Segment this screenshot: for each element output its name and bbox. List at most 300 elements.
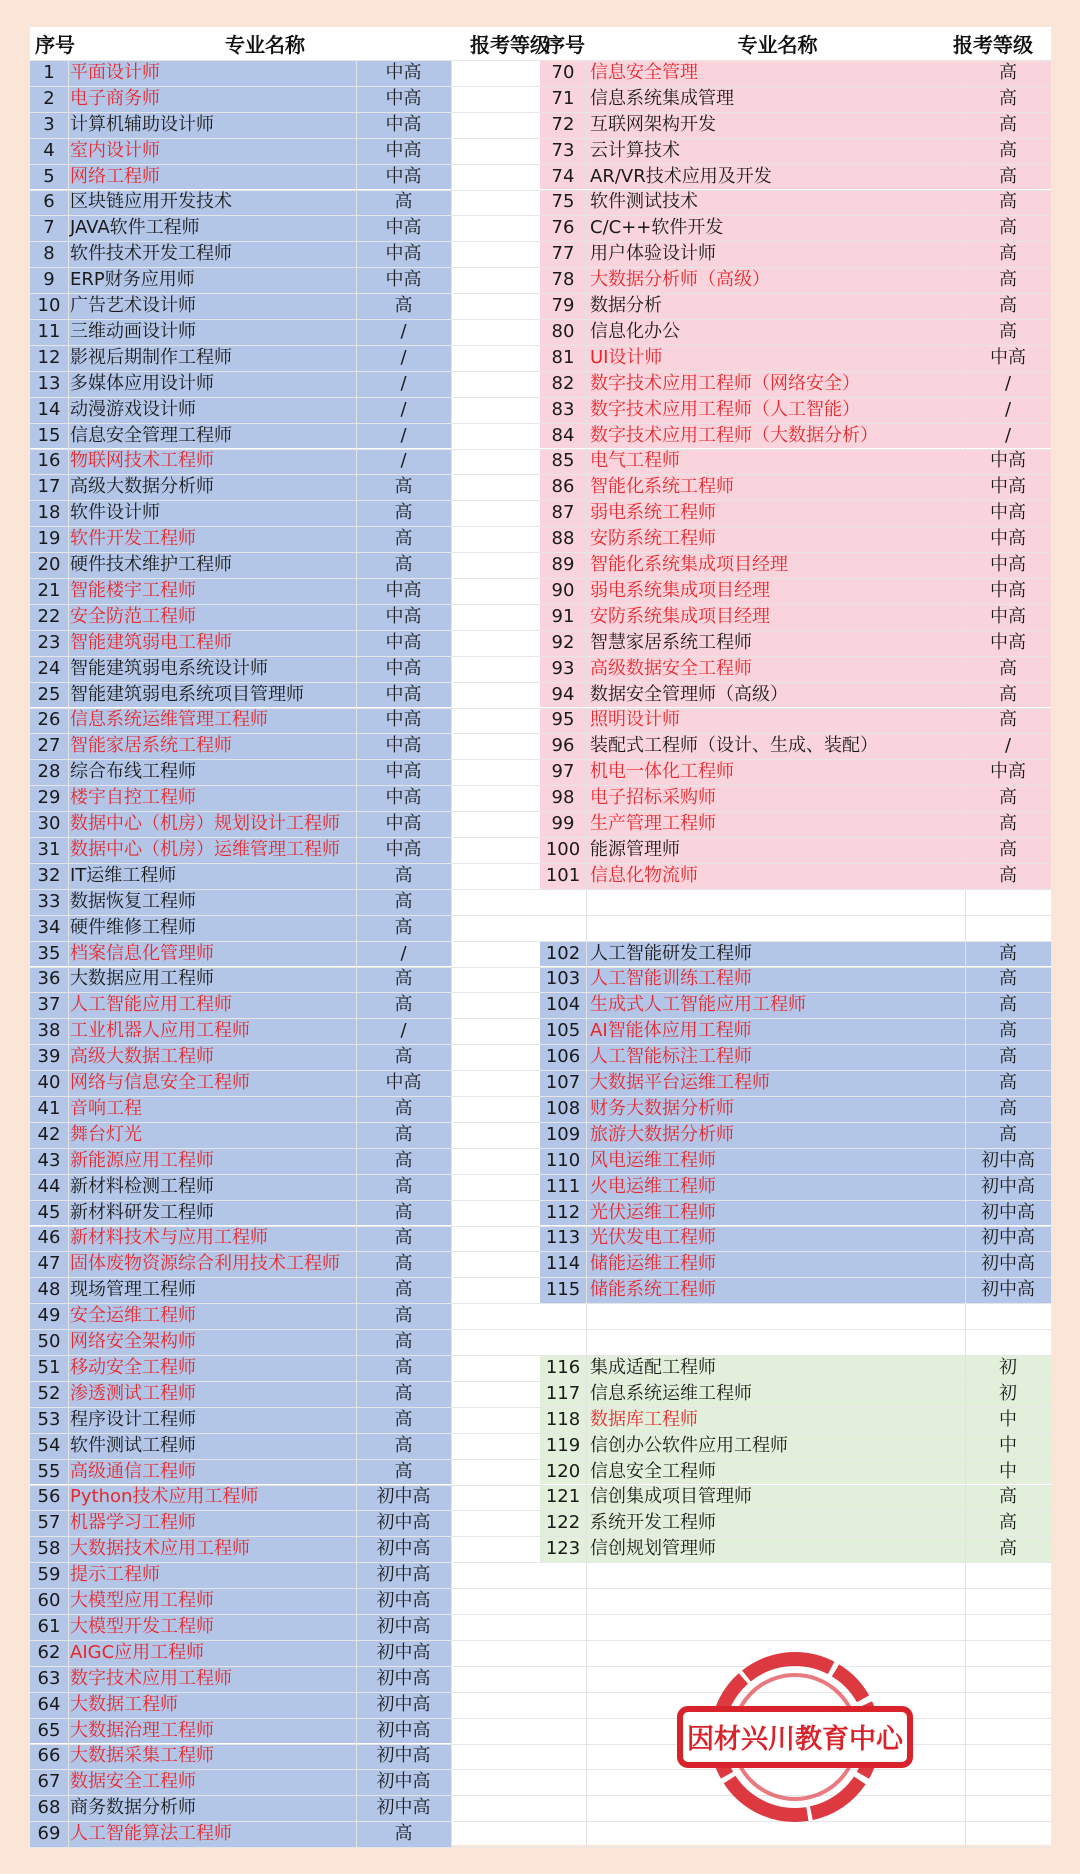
exam-level: 高	[999, 864, 1017, 886]
row-number: 49	[37, 1305, 61, 1327]
row-number: 8	[43, 243, 55, 265]
table-row	[540, 578, 1051, 604]
row-number: 36	[37, 968, 61, 990]
row-number: 21	[37, 579, 61, 601]
grid-hline	[30, 190, 1051, 191]
grid-hline	[30, 371, 1051, 372]
major-name: 数据安全管理师（高级）	[590, 683, 788, 705]
major-name: 大数据分析师（高级）	[590, 269, 770, 291]
exam-level: 初中高	[376, 1667, 431, 1689]
row-number: 38	[37, 1020, 61, 1042]
major-name: 云计算技术	[590, 139, 680, 161]
exam-level: 高	[999, 813, 1017, 835]
table-row	[30, 1769, 451, 1795]
exam-level: 高	[394, 1460, 413, 1482]
major-name: 电子商务师	[70, 87, 160, 109]
exam-level: 初	[999, 1382, 1017, 1404]
exam-level: 初	[999, 1356, 1017, 1378]
major-name: 信息安全管理工程师	[70, 424, 232, 446]
grid-vline	[356, 60, 357, 1847]
grid-hline	[30, 1070, 1051, 1071]
row-number: 77	[551, 243, 575, 265]
table-row	[30, 1303, 451, 1329]
table-row	[30, 708, 451, 734]
table-row	[540, 1174, 1051, 1200]
exam-level: 中高	[385, 657, 422, 679]
grid-hline	[30, 656, 1051, 657]
table-row	[30, 112, 451, 138]
major-name: 动漫游戏设计师	[70, 398, 196, 420]
exam-level: 高	[394, 1123, 413, 1145]
row-number: 85	[551, 450, 575, 472]
major-name: 网络安全架构师	[70, 1331, 196, 1353]
grid-hline	[30, 1459, 1051, 1460]
row-number: 24	[37, 657, 61, 679]
row-number	[540, 1303, 586, 1329]
major-name: 移动安全工程师	[70, 1356, 196, 1378]
table-row	[540, 319, 1051, 345]
row-number: 63	[37, 1667, 61, 1689]
table-row	[540, 604, 1051, 630]
major-name: 智能建筑弱电系统设计师	[70, 657, 268, 679]
row-number: 99	[551, 813, 575, 835]
table-row	[540, 1251, 1051, 1277]
table-row	[30, 1588, 451, 1614]
major-name: 信息安全工程师	[590, 1460, 716, 1482]
table-row	[540, 1381, 1051, 1407]
table-row	[540, 112, 1051, 138]
major-name: 新材料技术与应用工程师	[70, 1227, 268, 1249]
table-row	[540, 1277, 1051, 1303]
table-row	[30, 889, 451, 915]
table-row	[540, 1044, 1051, 1070]
major-name: 数据中心（机房）规划设计工程师	[70, 813, 340, 835]
table-row	[540, 345, 1051, 371]
table-row	[540, 682, 1051, 708]
table-row	[30, 1459, 451, 1485]
table-row	[30, 319, 451, 345]
exam-level: 初中高	[376, 1512, 431, 1534]
major-name: 智能建筑弱电系统项目管理师	[70, 683, 304, 705]
major-name: 区块链应用开发技术	[70, 191, 232, 213]
major-name: 软件测试技术	[590, 191, 698, 213]
row-number: 57	[37, 1512, 61, 1534]
major-name: 旅游大数据分析师	[590, 1123, 734, 1145]
major-name: AI智能体应用工程师	[590, 1020, 752, 1042]
left-header-name: 专业名称	[225, 33, 305, 57]
table-row	[540, 500, 1051, 526]
major-name: 数据中心（机房）运维管理工程师	[70, 838, 340, 860]
grid-hline	[30, 293, 1051, 294]
exam-level: 中高	[385, 735, 422, 757]
major-name: 大数据技术应用工程师	[70, 1538, 250, 1560]
major-name: 大数据应用工程师	[70, 968, 214, 990]
major-name: 智能建筑弱电工程师	[70, 631, 232, 653]
exam-level: 高	[394, 1175, 413, 1197]
row-number: 9	[43, 269, 55, 291]
table-row	[540, 1536, 1051, 1562]
row-number: 114	[545, 1253, 581, 1275]
row-number: 72	[551, 113, 575, 135]
major-name: 照明设计师	[590, 709, 680, 731]
major-name: 硬件技术维护工程师	[70, 554, 232, 576]
exam-level: /	[1004, 735, 1012, 757]
grid-hline	[30, 1485, 1051, 1486]
major-name: 提示工程师	[70, 1564, 160, 1586]
row-number: 46	[37, 1227, 61, 1249]
exam-level: 中高	[385, 165, 422, 187]
exam-level: 高	[999, 1512, 1017, 1534]
grid-hline	[30, 1303, 1051, 1304]
major-name: 信息系统集成管理	[590, 87, 734, 109]
major-name: 人工智能标注工程师	[590, 1046, 752, 1068]
row-number: 121	[545, 1486, 581, 1508]
table-row	[30, 1018, 451, 1044]
exam-level: 初中高	[376, 1615, 431, 1637]
row-number: 4	[43, 139, 55, 161]
table-row	[540, 785, 1051, 811]
major-name: 档案信息化管理师	[70, 942, 214, 964]
table-row	[540, 941, 1051, 967]
major-name: 高级大数据工程师	[70, 1046, 214, 1068]
row-number: 92	[551, 631, 575, 653]
row-number: 97	[551, 761, 575, 783]
table-row	[30, 1381, 451, 1407]
major-name: 用户体验设计师	[590, 243, 716, 265]
grid-hline	[30, 733, 1051, 734]
table-row	[540, 1200, 1051, 1226]
grid-hline	[30, 1614, 1051, 1615]
major-name: 数字技术应用工程师（人工智能）	[590, 398, 860, 420]
major-name: 三维动画设计师	[70, 320, 196, 342]
table-row	[30, 241, 451, 267]
table-row	[30, 397, 451, 423]
exam-level: 高	[999, 165, 1017, 187]
table-row	[30, 1510, 451, 1536]
grid-hline	[30, 60, 1051, 61]
row-number: 90	[551, 579, 575, 601]
table-row	[30, 474, 451, 500]
major-name: 广告艺术设计师	[70, 295, 196, 317]
major-name: 光伏发电工程师	[590, 1227, 716, 1249]
major-name: 固体废物资源综合利用技术工程师	[70, 1253, 340, 1275]
row-number: 18	[37, 502, 61, 524]
exam-level: 初中高	[376, 1693, 431, 1715]
exam-level: 高	[394, 476, 413, 498]
table-row	[540, 837, 1051, 863]
row-number: 30	[37, 813, 61, 835]
right-header-name: 专业名称	[737, 33, 818, 57]
grid-hline	[30, 992, 1051, 993]
major-name: 程序设计工程师	[70, 1408, 196, 1430]
row-number: 42	[37, 1123, 61, 1145]
table-row	[540, 293, 1051, 319]
table-row	[30, 811, 451, 837]
major-name: 室内设计师	[70, 139, 160, 161]
row-number: 78	[551, 269, 575, 291]
table-row	[30, 423, 451, 449]
table-row	[540, 1510, 1051, 1536]
row-number: 35	[37, 942, 61, 964]
exam-level: 中高	[990, 554, 1026, 576]
grid-hline	[30, 811, 1051, 812]
row-number: 47	[37, 1253, 61, 1275]
table-row	[540, 1070, 1051, 1096]
major-name: 安全防范工程师	[70, 605, 196, 627]
table-row	[540, 60, 1051, 86]
row-number: 100	[545, 838, 581, 860]
major-name: 新材料检测工程师	[70, 1175, 214, 1197]
exam-level: 高	[999, 269, 1017, 291]
table-row	[30, 759, 451, 785]
row-number: 27	[37, 735, 61, 757]
exam-level: /	[400, 1020, 407, 1042]
row-number: 93	[551, 657, 575, 679]
exam-level: /	[1004, 424, 1012, 446]
grid-hline	[30, 241, 1051, 242]
grid-hline	[30, 682, 1051, 683]
exam-level: 初中高	[981, 1201, 1035, 1223]
table-row-empty	[540, 1329, 1051, 1355]
exam-level: 中高	[385, 838, 422, 860]
exam-level: 中高	[385, 683, 422, 705]
row-number: 105	[545, 1020, 581, 1042]
exam-level: 中高	[385, 787, 422, 809]
exam-level: /	[400, 398, 407, 420]
major-name: 网络与信息安全工程师	[70, 1072, 250, 1094]
major-name: 楼宇自控工程师	[70, 787, 196, 809]
grid-hline	[30, 1588, 1051, 1589]
row-number: 48	[37, 1279, 61, 1301]
exam-level: 中高	[385, 605, 422, 627]
exam-level: 高	[394, 502, 413, 524]
row-number: 113	[545, 1227, 581, 1249]
row-number: 73	[551, 139, 575, 161]
row-number: 110	[545, 1149, 581, 1171]
table-row	[30, 1692, 451, 1718]
major-name: 安防系统工程师	[590, 528, 716, 550]
row-number: 32	[37, 864, 61, 886]
grid-hline	[30, 449, 1051, 450]
row-number: 66	[37, 1745, 61, 1767]
table-row	[30, 267, 451, 293]
grid-vline	[965, 60, 966, 1847]
row-number: 59	[37, 1564, 61, 1586]
row-number: 101	[545, 864, 581, 886]
row-number: 116	[545, 1356, 581, 1378]
table-row	[540, 164, 1051, 190]
grid-hline	[30, 112, 1051, 113]
table-row	[540, 811, 1051, 837]
major-name: 高级大数据分析师	[70, 476, 214, 498]
major-name: 安全运维工程师	[70, 1305, 196, 1327]
table-row	[30, 449, 451, 475]
row-number: 5	[43, 165, 55, 187]
grid-hline	[30, 1536, 1051, 1537]
grid-hline	[30, 967, 1051, 968]
exam-level: 高	[999, 1538, 1017, 1560]
major-name: 光伏运维工程师	[590, 1201, 716, 1223]
major-name: 智能化系统工程师	[590, 476, 734, 498]
major-name: 信息安全管理	[590, 61, 698, 83]
table-row	[540, 733, 1051, 759]
table-row	[30, 1251, 451, 1277]
row-number: 86	[551, 476, 575, 498]
exam-level: 初中高	[376, 1590, 431, 1612]
major-name: 储能运维工程师	[590, 1253, 716, 1275]
major-name: AIGC应用工程师	[70, 1641, 205, 1663]
grid-hline	[30, 785, 1051, 786]
exam-level: 高	[999, 243, 1017, 265]
row-number: 96	[551, 735, 575, 757]
right-header-num: 序号	[545, 33, 585, 57]
exam-level: 初中高	[376, 1719, 431, 1741]
exam-level: 高	[394, 864, 413, 886]
row-number: 89	[551, 554, 575, 576]
table-row	[540, 1407, 1051, 1433]
row-number: 51	[37, 1356, 61, 1378]
row-number: 40	[37, 1072, 61, 1094]
row-number: 50	[37, 1331, 61, 1353]
row-number: 15	[37, 424, 61, 446]
major-name: 数字技术应用工程师（网络安全）	[590, 372, 860, 394]
major-name: 大数据治理工程师	[70, 1719, 214, 1741]
table-row	[540, 474, 1051, 500]
exam-level: 初中高	[981, 1175, 1035, 1197]
major-name: 影视后期制作工程师	[70, 346, 232, 368]
left-header-level: 报考等级	[470, 33, 550, 57]
exam-level: 高	[394, 1201, 413, 1223]
table-row	[30, 138, 451, 164]
major-name: 信息化物流师	[590, 864, 698, 886]
exam-level: 中高	[990, 528, 1026, 550]
row-number: 20	[37, 554, 61, 576]
grid-hline	[30, 1562, 1051, 1563]
major-name: 数据库工程师	[590, 1408, 698, 1430]
table-row	[540, 138, 1051, 164]
exam-level: 高	[999, 709, 1017, 731]
table-row	[30, 1744, 451, 1770]
grid-hline	[30, 1277, 1051, 1278]
table-row	[30, 1070, 451, 1096]
table-row	[30, 915, 451, 941]
row-number: 11	[37, 320, 61, 342]
major-name: UI设计师	[590, 346, 663, 368]
grid-hline	[30, 1226, 1051, 1227]
major-name: 计算机辅助设计师	[70, 113, 214, 135]
exam-level: 高	[999, 295, 1017, 317]
exam-level	[965, 1329, 1051, 1355]
major-name: 大数据平台运维工程师	[590, 1072, 770, 1094]
major-name: 软件开发工程师	[70, 528, 196, 550]
table-row	[30, 863, 451, 889]
row-number: 54	[37, 1434, 61, 1456]
row-number: 67	[37, 1771, 61, 1793]
exam-level: 中高	[385, 139, 422, 161]
grid-hline	[30, 267, 1051, 268]
exam-level: 高	[999, 1123, 1017, 1145]
exam-level: 初中高	[376, 1745, 431, 1767]
exam-level: 高	[394, 295, 413, 317]
row-number: 82	[551, 372, 575, 394]
row-number	[540, 889, 586, 915]
exam-level: 初中高	[376, 1771, 431, 1793]
row-number: 87	[551, 502, 575, 524]
grid-hline	[30, 941, 1051, 942]
grid-hline	[30, 708, 1051, 709]
exam-level: 中高	[990, 346, 1026, 368]
row-number: 79	[551, 295, 575, 317]
row-number: 119	[545, 1434, 581, 1456]
exam-level: 高	[999, 1097, 1017, 1119]
exam-level: 高	[394, 1356, 413, 1378]
major-name: 网络工程师	[70, 165, 160, 187]
table-row	[540, 215, 1051, 241]
row-number: 25	[37, 683, 61, 705]
table-row	[540, 656, 1051, 682]
grid-hline	[30, 1174, 1051, 1175]
table-row	[30, 293, 451, 319]
table-row	[540, 190, 1051, 216]
exam-level: 高	[394, 528, 413, 550]
row-number: 10	[37, 295, 61, 317]
row-number: 16	[37, 450, 61, 472]
exam-level: /	[400, 346, 407, 368]
seal-stamp	[675, 1637, 915, 1842]
major-name: 大数据工程师	[70, 1693, 178, 1715]
row-number: 14	[37, 398, 61, 420]
row-number: 107	[545, 1072, 581, 1094]
table-row	[540, 1148, 1051, 1174]
major-name: 信创集成项目管理师	[590, 1486, 752, 1508]
row-number: 60	[37, 1590, 61, 1612]
table-row	[30, 1536, 451, 1562]
row-number: 71	[551, 87, 575, 109]
grid-hline	[30, 630, 1051, 631]
row-number: 75	[551, 191, 575, 213]
grid-hline	[30, 397, 1051, 398]
major-name: 电子招标采购师	[590, 787, 716, 809]
grid-hline	[30, 552, 1051, 553]
exam-level: 高	[999, 838, 1017, 860]
table-row-empty	[540, 889, 1051, 915]
table-row	[30, 60, 451, 86]
major-name: 智能化系统集成项目经理	[590, 554, 788, 576]
grid-hline	[30, 1407, 1051, 1408]
table-row	[30, 345, 451, 371]
table-row	[30, 1666, 451, 1692]
major-name: 装配式工程师（设计、生成、装配）	[590, 735, 878, 757]
row-number: 6	[43, 191, 55, 213]
major-name: 智慧家居系统工程师	[590, 631, 752, 653]
row-number: 94	[551, 683, 575, 705]
major-name: 舞台灯光	[70, 1123, 142, 1145]
exam-level: 中高	[385, 631, 422, 653]
table-row	[540, 371, 1051, 397]
major-name: 现场管理工程师	[70, 1279, 196, 1301]
exam-level: 高	[394, 1279, 413, 1301]
table-row	[30, 1821, 451, 1847]
major-name: 新材料研发工程师	[70, 1201, 214, 1223]
row-number: 118	[545, 1408, 581, 1430]
row-number: 62	[37, 1641, 61, 1663]
row-number: 2	[43, 87, 55, 109]
exam-level: 中高	[990, 605, 1026, 627]
major-name: AR/VR技术应用及开发	[590, 165, 772, 187]
grid-vline	[586, 60, 587, 1847]
grid-vline	[68, 60, 69, 1847]
grid-hline	[30, 1329, 1051, 1330]
